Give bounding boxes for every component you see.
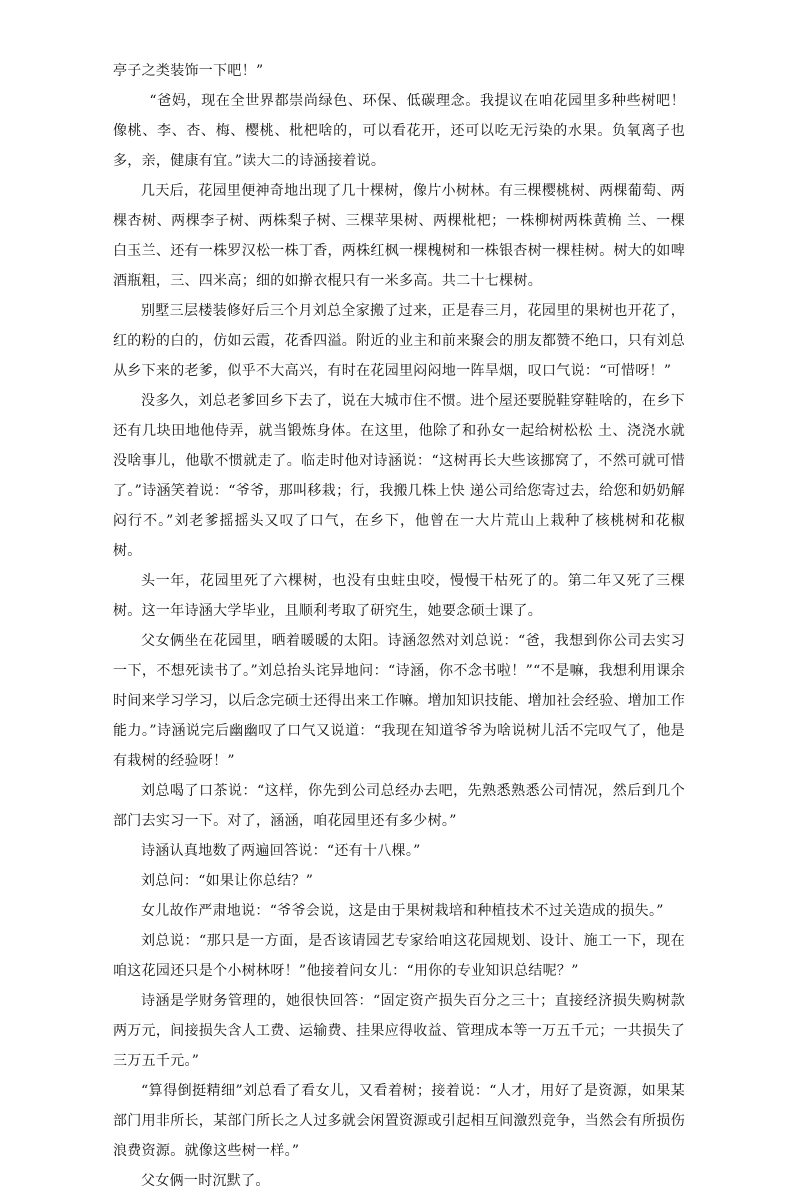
paragraph: “算得倒挺精细”刘总看了看女儿，又看着树；接着说：“人才，用好了是资源，如果某部门用非所长，某部门所长之人过多就会闲置资源或引起相互间激烈竞争，当然会有所损伤浪费资源。就像这些树一样。” [113,1083,685,1159]
paragraph: 几天后，花园里便神奇地出现了几十棵树，像片小树林。有三棵樱桃树、两棵葡萄、两棵杏树、两棵李子树、两株梨子树、三棵苹果树、两棵枇杷；一株柳树两株黄桷 兰、一棵白玉兰、还有一株罗汉松一株丁香，两株红枫一棵槐树和一株银杏树一棵桂树。树大的如啤酒瓶粗，三、四米高；细的如擀衣棍只有一米多高。共二十七棵树。 [113,183,685,289]
paragraph: 别墅三层楼装修好后三个月刘总全家搬了过来，正是春三月，花园里的果树也开花了，红的粉的白的，仿如云霞，花香四溢。附近的业主和前来聚会的朋友都赞不绝口，只有刘总从乡下来的老爹，似乎不大高兴，有时在花园里闷闷地一阵旱烟，叹口气说：“可惜呀！” [113,303,685,379]
paragraph: 女儿故作严肃地说：“爷爷会说，这是由于果树栽培和种植技术不过关造成的损失。” [141,903,664,919]
paragraph: 刘总喝了口茶说：“这样，你先到公司总经办去吧，先熟悉熟悉公司情况，然后到几个部门去实习一下。对了，涵涵，咱花园里还有多少树。” [113,783,685,829]
paragraph: 亭子之类装饰一下吧！” [113,63,264,79]
paragraph: 诗涵认真地数了两遍回答说：“还有十八棵。” [141,843,421,859]
paragraph: “爸妈，现在全世界都崇尚绿色、环保、低碳理念。我提议在咱花园里多种些树吧！像桃、李、杏、梅、樱桃、枇杷啥的，可以看花开，还可以吃无污染的水果。负氧离子也多，亲，健康有宜。”读大二的诗涵接着说。 [113,93,685,169]
paragraph: 刘总说：“那只是一方面，是否该请园艺专家给咱这花园规划、设计、施工一下，现在咱这花园还只是个小树林呀！”他接着问女儿：“用你的专业知识总结呢？” [113,933,685,979]
paragraph: 父女俩坐在花园里，晒着暖暖的太阳。诗涵忽然对刘总说：“爸，我想到你公司去实习一下，不想死读书了。”刘总抬头诧异地问：“诗涵，你不念书啦！”“不是嘛，我想利用课余时间来学习学习，以后念完硕士还得出来工作嘛。增加知识技能、增加社会经验、增加工作能力。”诗涵说完后幽幽叹了口气又说道：“我现在知道爷爷为啥说树儿活不完叹气了，他是有栽树的经验呀！” [113,633,685,769]
paragraph: 刘总问：“如果让你总结？” [141,873,314,889]
document-page [113,56,685,1196]
paragraph: 没多久，刘总老爹回乡下去了，说在大城市住不惯。进个屋还要脱鞋穿鞋啥的，在乡下还有几块田地他侍弄，就当锻炼身体。在这里，他除了和孙女一起给树松松 土、浇浇水就没啥事儿，他歇不惯就走了。临走时他对诗涵说：“这树再长大些该挪窝了，不然可就可惜了。”诗涵笑着说：“爷爷，那叫移栽；行，我搬几株上快 递公司给您寄过去，给您和奶奶解闷行不。”刘老爹摇摇头又叹了口气，在乡下，他曾在一大片荒山上栽种了核桃树和花椒树。 [113,393,685,559]
paragraph: 诗涵是学财务管理的，她很快回答：“固定资产损失百分之三十；直接经济损失购树款两万元，间接损失含人工费、运输费、挂果应得收益、管理成本等一万五千元；一共损失了三万五千元。” [113,993,685,1069]
paragraph: 父女俩一时沉默了。 [141,1173,270,1189]
paragraph: 头一年，花园里死了六棵树，也没有虫蛀虫咬，慢慢干枯死了的。第二年又死了三棵树。这一年诗涵大学毕业，且顺利考取了研究生，她要念硕士课了。 [113,573,685,619]
